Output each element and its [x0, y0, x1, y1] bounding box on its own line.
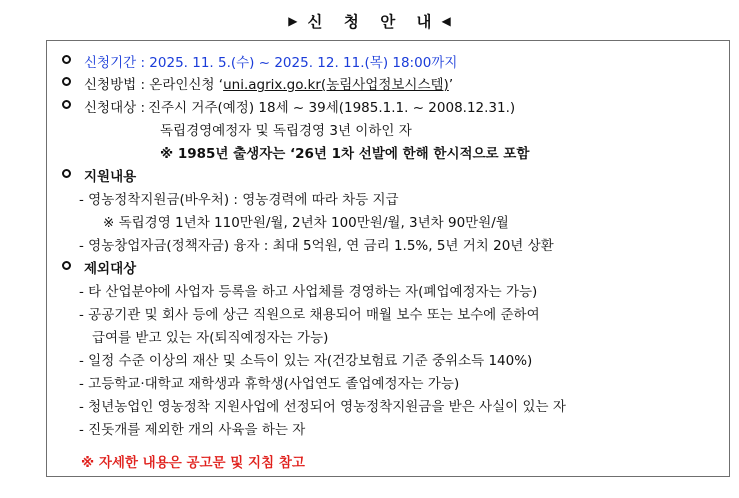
support-item-2: - 영농창업자금(정책자금) 융자 : 최대 5억원, 연 금리 1.5%, 5년 거치 20년 상환 — [79, 238, 554, 254]
period-label: 신청기간 : — [84, 55, 150, 71]
exclusion-item: - 타 산업분야에 사업자 등록을 하고 사업체를 경영하는 자(폐업예정자는 가능) — [79, 284, 538, 300]
circle-bullet-icon — [62, 100, 71, 109]
target-label: 신청대상 : — [84, 100, 146, 116]
circle-bullet-icon — [62, 77, 71, 86]
exclusion-item: - 일정 수준 이상의 재산 및 소득이 있는 자(건강보험료 기준 중위소득 140%) — [79, 353, 533, 369]
support-item-1-note: ※ 독립경영 1년차 110만원/월, 2년차 100만원/월, 3년차 90만원/월 — [103, 215, 509, 231]
target-line1: 진주시 거주(예정) 18세 ~ 39세(1985.1.1. ~ 2008.12.31.) — [148, 100, 516, 116]
exclusion-item-continued: 급여를 받고 있는 자(퇴직예정자는 가능) — [92, 330, 329, 346]
exclusion-item: - 청년농업인 영농정착 지원사업에 선정되어 영농정착지원금을 받은 사실이 있는 자 — [79, 399, 566, 415]
left-triangle-icon: ◀ — [441, 14, 451, 28]
circle-bullet-icon — [62, 55, 71, 64]
info-box — [46, 40, 730, 477]
period-value: 2025. 11. 5.(수) ~ 2025. 12. 11.(목) 18:00까지 — [149, 55, 458, 71]
method-suffix: ’ — [448, 77, 454, 93]
support-item-1: - 영농정착지원금(바우처) : 영농경력에 따라 차등 지급 — [79, 192, 399, 208]
method-text — [84, 73, 453, 93]
circle-bullet-icon — [62, 169, 71, 178]
exclusion-item: - 진돗개를 제외한 개의 사육을 하는 자 — [79, 422, 306, 438]
support-heading: 지원내용 — [84, 169, 137, 185]
method-label: 신청방법 : — [84, 77, 150, 93]
method-prefix: 온라인신청 ‘ — [149, 77, 224, 93]
target-line2: 독립경영예정자 및 독립경영 3년 이하인 자 — [160, 123, 412, 139]
title-text: 신 청 안 내 — [307, 13, 440, 31]
circle-bullet-icon — [62, 261, 71, 270]
notice-text: ※ 자세한 내용은 공고문 및 지침 참고 — [81, 455, 305, 471]
method-link[interactable]: uni.agrix.go.kr(농림사업정보시스템) — [223, 77, 449, 93]
exclusion-heading: 제외대상 — [84, 261, 137, 277]
exclusion-item: - 고등학교·대학교 재학생과 휴학생(사업연도 졸업예정자는 가능) — [79, 376, 460, 392]
page-title — [0, 8, 739, 34]
target-line3: ※ 1985년 출생자는 ‘26년 1차 선발에 한해 한시적으로 포함 — [160, 146, 530, 162]
right-triangle-icon: ▶ — [288, 14, 298, 28]
period-text — [84, 51, 457, 71]
exclusion-item: - 공공기관 및 회사 등에 상근 직원으로 채용되어 매월 보수 또는 보수에 준하여 — [79, 307, 540, 323]
